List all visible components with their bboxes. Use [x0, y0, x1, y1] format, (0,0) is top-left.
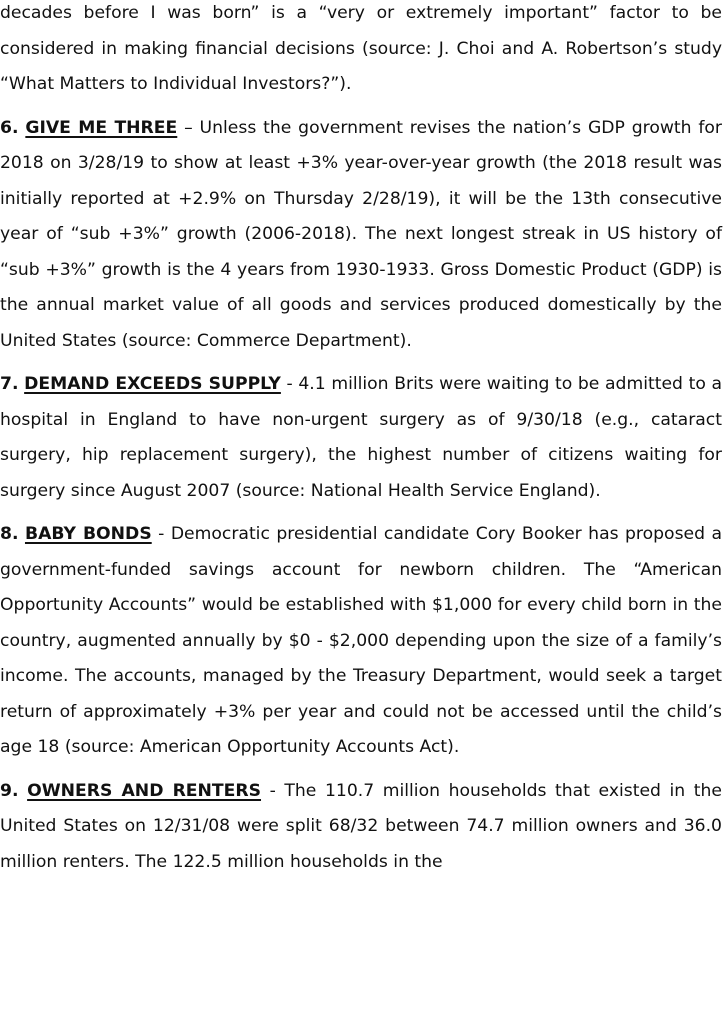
item-9-heading: OWNERS AND RENTERS: [27, 780, 262, 801]
item-7-heading: DEMAND EXCEEDS SUPPLY: [24, 374, 281, 394]
item-8-paragraph: [0, 517, 722, 766]
item-9-number: 9.: [0, 780, 19, 801]
intro-text: decades before I was born” is a “very or extremely important” factor to be considered in making financial decisions (source: J. Choi and A. Robertson’s study “What Matters to Individual Investors?”).: [0, 3, 722, 94]
item-9-paragraph: [0, 774, 722, 881]
item-7-text: - 4.1 million Brits were waiting to be admitted to a hospital in England to have non-urgent surgery as of 9/30/18 (e.g., cataract surgery, hip replacement surgery), the highest number of citizens waiting for surgery since August 2007 (source: National Health Service England).: [0, 374, 722, 501]
item-8-text: - Democratic presidential candidate Cory Booker has proposed a government-funded savings account for newborn children. The “American Opportunity Accounts” would be established with $1,000 for every child born in the country, augmented annually by $0 - $2,000 depending upon the size of a family’s income. The accounts, managed by the Treasury Department, would seek a target return of approximately +3% per year and could not be accessed until the child’s age 18 (source: American Opportunity Accounts Act).: [0, 524, 722, 757]
item-8-heading: BABY BONDS: [24, 524, 152, 544]
item-8-number: 8.: [0, 524, 19, 544]
intro-paragraph: [0, 0, 722, 103]
item-6-number: 6.: [0, 117, 19, 138]
item-6-paragraph: [0, 111, 722, 360]
item-6-heading: GIVE ME THREE: [25, 117, 178, 138]
item-7-number: 7.: [0, 374, 19, 394]
item-9-text: - The 110.7 million households that existed in the United States on 12/31/08 were split 68/32 between 74.7 million owners and 36.0 million renters. The 122.5 million households in the: [0, 780, 722, 872]
item-6-text: – Unless the government revises the nation’s GDP growth for 2018 on 3/28/19 to show at least +3% year-over-year growth (the 2018 result was initially reported at +2.9% on Thursday 2/28/19), it will be the 13th consecutive year of “sub +3%” growth (2006-2018). The next longest streak in US history of “sub +3%” growth is the 4 years from 1930-1933. Gross Domestic Product (GDP) is the annual market value of all goods and services produced domestically by the United States (source: Commerce Department).: [0, 117, 722, 351]
item-7-paragraph: [0, 367, 722, 509]
